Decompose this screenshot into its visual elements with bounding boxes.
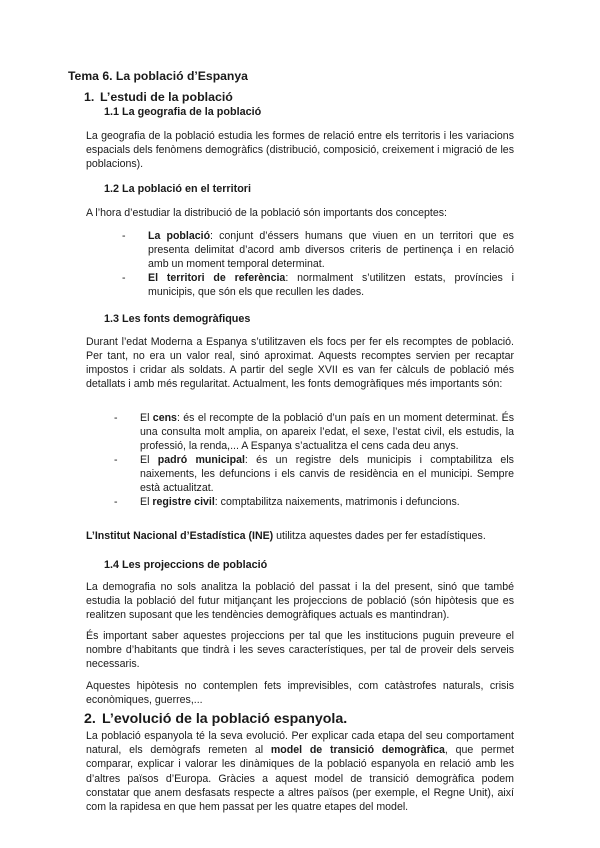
document-title: Tema 6. La població d’Espanya	[68, 69, 248, 83]
list-text: : és el recompte de la població d’un país en un moment determinat. És una consulta molt amplia, on apareix l’edat, el sexe, l’estat civil, els estudis, la professió, la renda,... A Espanya s’actualitza el cens cada deu anys.	[140, 412, 514, 452]
subsection-1-4-paragraph-2: És important saber aquestes projeccions per tal que les institucions puguin preveure el nombre d’habitants que tindrà i les seves característiques, per tal de proveir dels serveis necessaris.	[86, 630, 514, 670]
list-term: El territori de referència	[148, 272, 286, 284]
list-item	[114, 453, 514, 495]
section-2-term: model de transició demogràfica	[270, 744, 445, 757]
subsection-1-1-heading: 1.1 La geografia de la població	[104, 106, 262, 118]
concepts-list	[122, 229, 514, 299]
section-2-text-post: , que permet comparar, explicar i valorar les dinàmiques de la població espanyola en relació amb les d’altres països d’Europa. Gràcies a aquest model de transició demogràfica podem constatar que anem desfasats respecte a altres països (per exemple, el Regne Unit), així com la rapidesa en que hem passat per les quatre etapes del model.	[86, 744, 514, 814]
ine-text: utilitza aquestes dades per fer estadístiques.	[273, 530, 486, 542]
list-text: : conjunt d’éssers humans que viuen en un territori que es presenta delimitat d’acord amb diversos criteris de pertinença i en relació amb un moment temporal determinat.	[148, 230, 514, 270]
list-dash: -	[122, 272, 126, 284]
list-dash: -	[114, 454, 118, 466]
list-item	[114, 411, 514, 453]
subsection-1-2-heading: 1.2 La població en el territori	[104, 183, 251, 195]
section-2-title: L’evolució de la població espanyola.	[102, 711, 348, 727]
list-text: : normalment s’utilitzen estats, províncies i municipis, que són els que recullen les dades.	[148, 272, 514, 298]
section-1-number: 1.	[84, 90, 95, 104]
list-dash: -	[114, 496, 118, 508]
subsection-1-3-heading: 1.3 Les fonts demogràfiques	[104, 313, 251, 325]
subsection-1-4-paragraph-1: La demografia no sols analitza la població del passat i la del present, sinó que també estudia la població del futur mitjançant les projeccions de població (són hipòtesis que es realitzen suposant que les tendències demogràfiques actuals es mantindran).	[86, 581, 514, 621]
section-2-text-pre: La població espanyola té la seva evolució. Per explicar cada etapa del seu comportament natural, els demògrafs remeten al	[86, 730, 514, 757]
list-item	[122, 271, 514, 299]
ine-paragraph	[86, 529, 514, 543]
sources-list	[114, 411, 514, 509]
list-term: registre civil	[152, 496, 215, 508]
subsection-1-3-intro: Durant l’edat Moderna a Espanya s’utilitzaven els focs per fer els recomptes de població. Per tant, no era un valor real, sinó aproximat. Aquests recomptes servien per recaptar impostos i cridar als soldats. A partir del segle XVII es van fer càlculs de població més detallats i amb més regularitat. Actualment, les fonts demogràfiques més importants són:	[86, 336, 514, 390]
subsection-1-2-intro: A l’hora d’estudiar la distribució de la població són importants dos conceptes:	[86, 207, 447, 219]
list-prefix: El	[140, 454, 158, 466]
list-term: padró municipal	[157, 454, 245, 466]
list-term: cens	[152, 412, 177, 424]
list-prefix: El	[140, 496, 153, 508]
section-1-title: L’estudi de la població	[100, 90, 233, 104]
list-text: : comptabilitza naixements, matrimonis i defuncions.	[214, 496, 460, 508]
subsection-1-1-paragraph: La geografia de la població estudia les formes de relació entre els territoris i les variacions espacials dels fenòmens demogràfics (distribució, composició, creixement i migració de les poblacions).	[86, 130, 514, 170]
subsection-1-4-paragraph-3: Aquestes hipòtesis no contemplen fets imprevisibles, com catàstrofes naturals, crisis econòmiques, guerres,...	[86, 680, 514, 706]
ine-term: L’Institut Nacional d’Estadística (INE)	[86, 530, 274, 542]
list-item	[114, 495, 514, 509]
list-dash: -	[122, 230, 126, 242]
list-dash: -	[114, 412, 118, 424]
list-item	[122, 229, 514, 271]
list-term: La població	[148, 230, 211, 242]
subsection-1-4-heading: 1.4 Les projeccions de població	[104, 559, 268, 571]
list-prefix: El	[140, 412, 153, 424]
section-2-paragraph	[86, 729, 514, 814]
section-2-number: 2.	[84, 711, 96, 727]
section-2-heading	[84, 711, 347, 727]
section-1-heading	[84, 90, 233, 104]
list-text: : és un registre dels municipis i comptabilitza els naixements, les defuncions i els canvis de residència en el municipi. Sempre està actualitzat.	[140, 454, 514, 494]
